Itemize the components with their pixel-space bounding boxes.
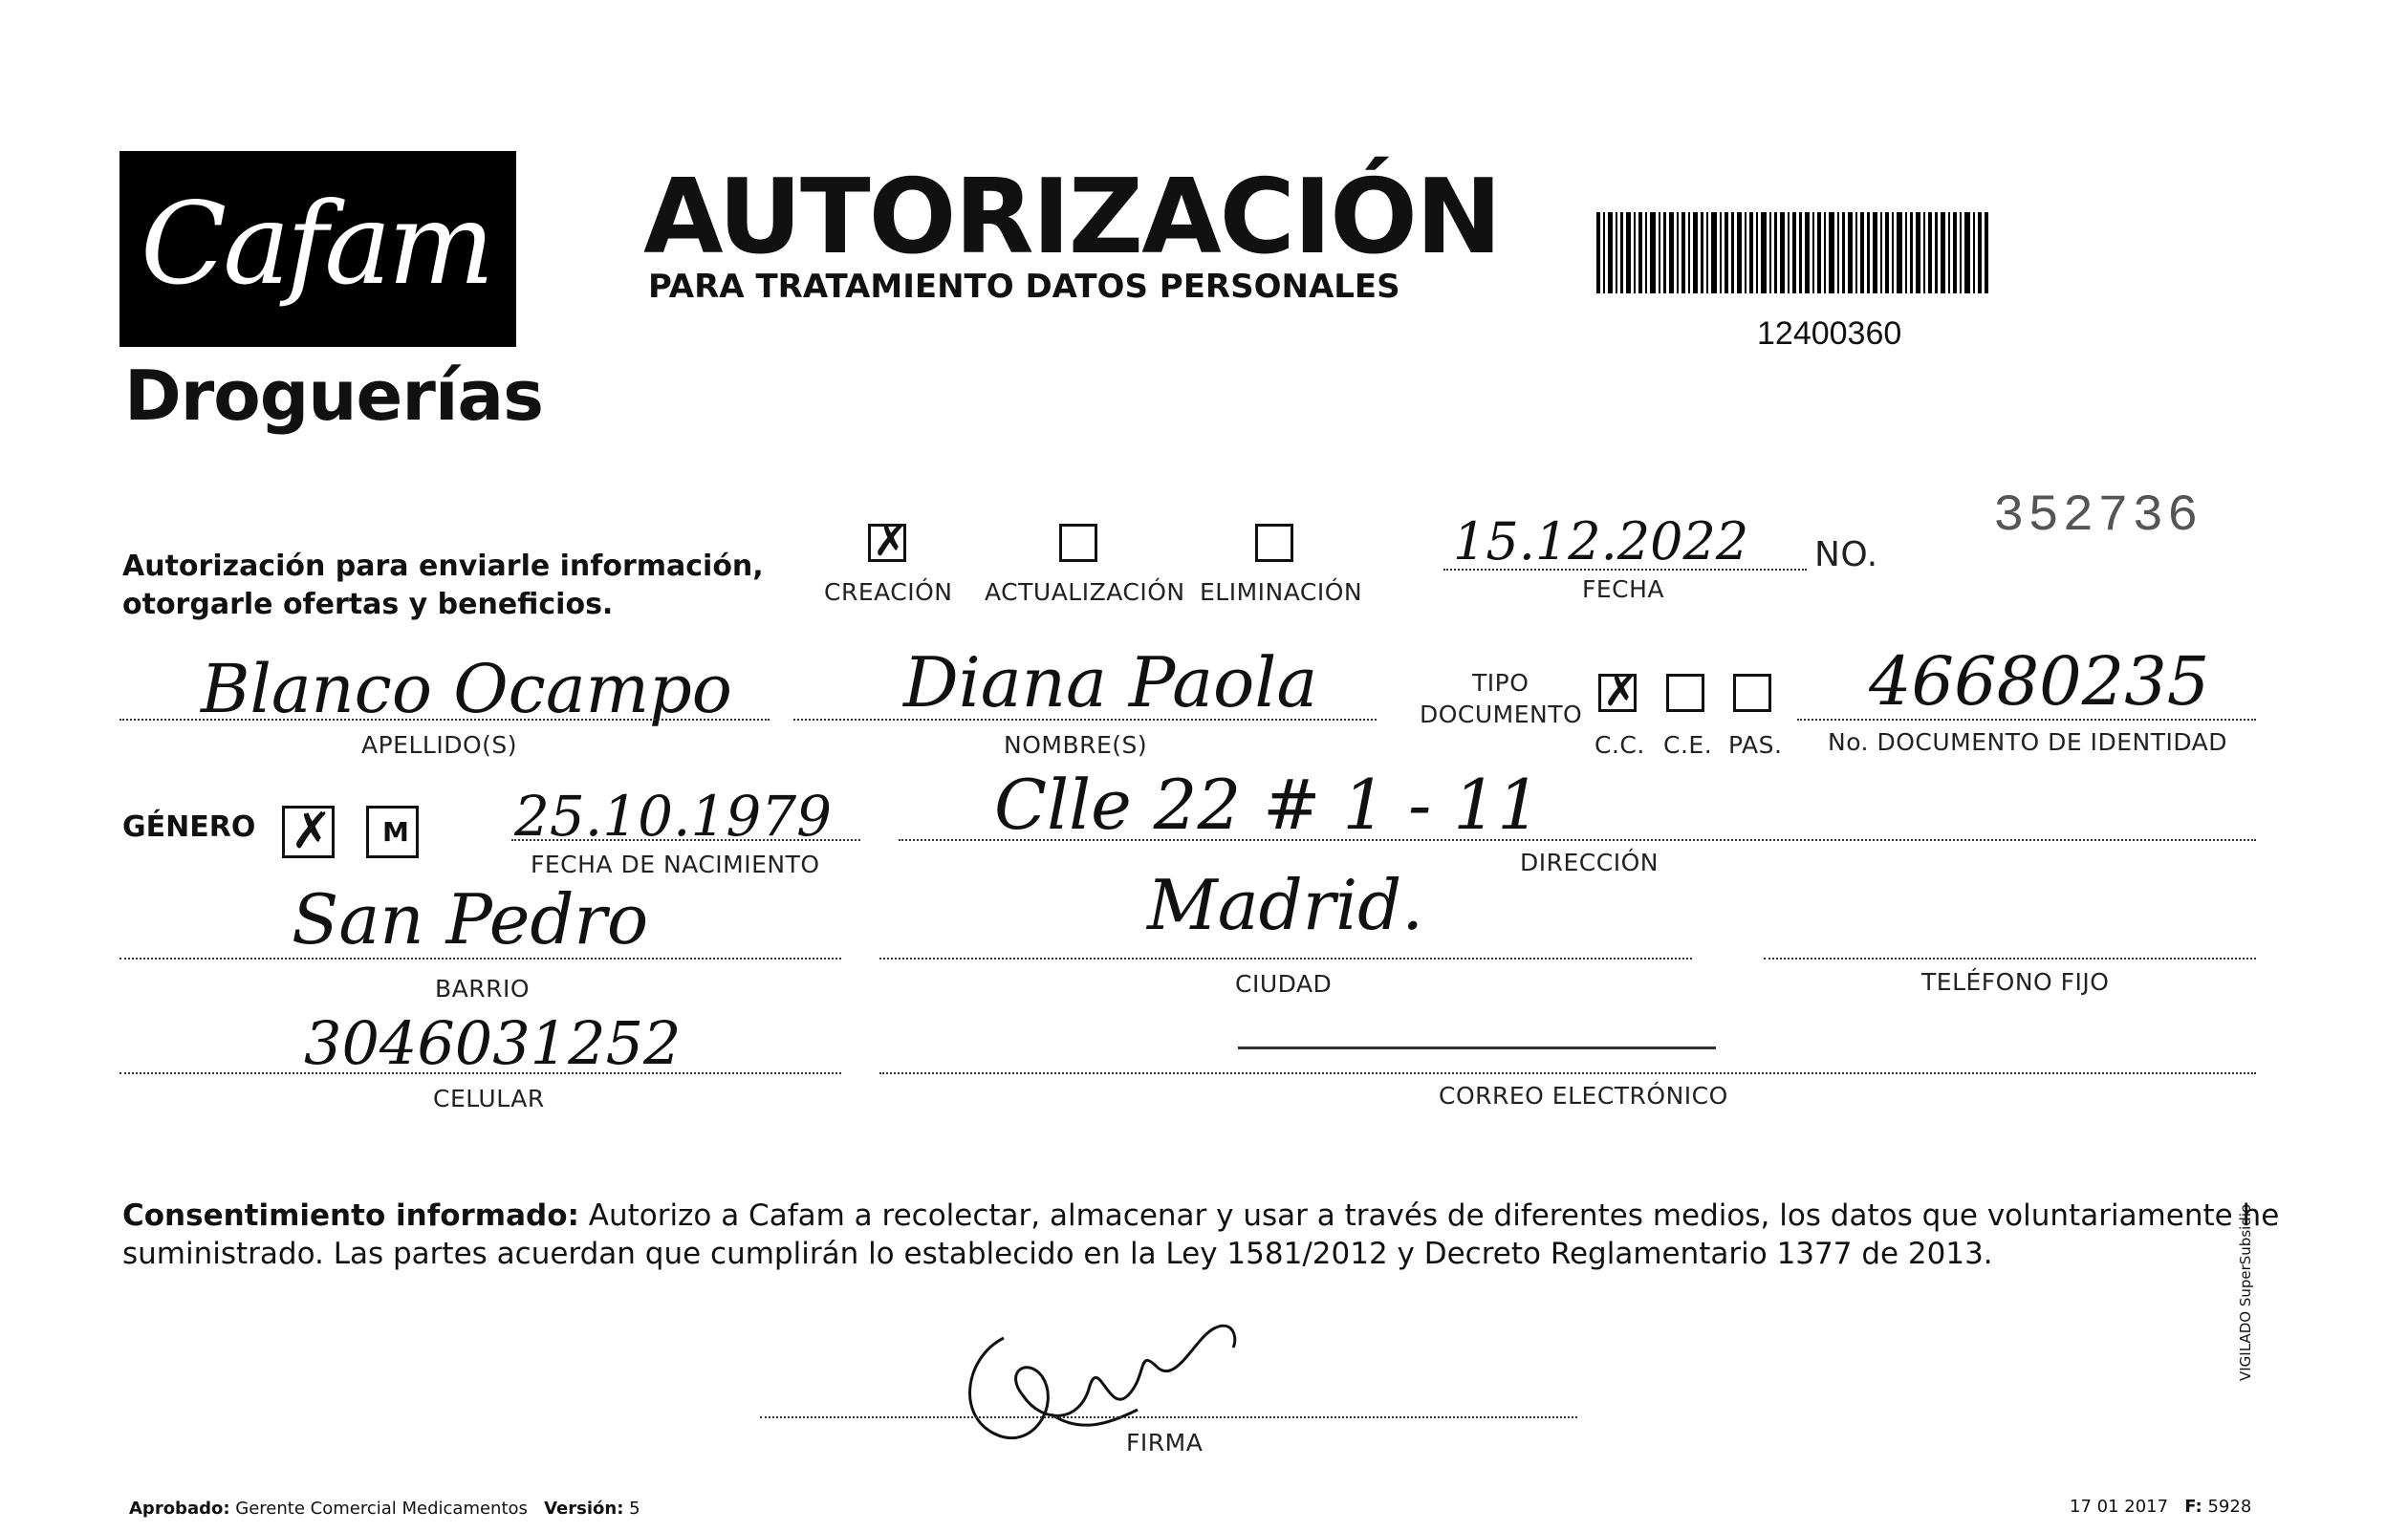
- vertical-note: VIGILADO SuperSubsidio: [2237, 1203, 2254, 1381]
- barcode: [1596, 212, 1988, 293]
- page-title: AUTORIZACIÓN: [643, 158, 1501, 277]
- approved-label: Aprobado:: [129, 1499, 230, 1519]
- consent-text-1: Autorizo a Cafam a recolectar, almacenar y usar a través de diferentes medios, los datos que voluntariamente he: [588, 1198, 2280, 1233]
- cc-checkbox[interactable]: [1598, 667, 1638, 716]
- documento-value[interactable]: 46680235: [1869, 642, 2210, 721]
- actualizacion-label: ACTUALIZACIÓN: [985, 578, 1185, 606]
- check-mark-icon: ✗: [873, 517, 908, 566]
- intro-line2: otorgarle ofertas y beneficios.: [122, 588, 614, 621]
- fecha-value[interactable]: 15.12.2022: [1453, 511, 1749, 572]
- version-label: Versión:: [544, 1499, 624, 1519]
- ce-label: C.E.: [1663, 731, 1713, 759]
- genero-label: GÉNERO: [122, 810, 256, 844]
- pas-checkbox[interactable]: [1733, 674, 1771, 712]
- actualizacion-checkbox[interactable]: [1059, 524, 1097, 562]
- fecha-label: FECHA: [1582, 575, 1665, 603]
- nombres-label: NOMBRE(S): [1004, 731, 1148, 759]
- footer-approved: [129, 1499, 640, 1519]
- barcode-number: 12400360: [1757, 315, 1902, 352]
- fecha-nacimiento-value[interactable]: 25.10.1979: [514, 784, 833, 849]
- correo-label: CORREO ELECTRÓNICO: [1439, 1082, 1728, 1110]
- telefono-fijo-label: TELÉFONO FIJO: [1921, 968, 2110, 996]
- page-subtitle: PARA TRATAMIENTO DATOS PERSONALES: [648, 268, 1400, 306]
- logo-text: Cafam: [141, 178, 491, 310]
- nombres-value[interactable]: Diana Paola: [903, 642, 1318, 723]
- firma-label: FIRMA: [1126, 1429, 1204, 1456]
- celular-value[interactable]: 3046031252: [304, 1008, 682, 1078]
- eliminacion-checkbox[interactable]: [1255, 524, 1293, 562]
- tipo-documento-label-1: TIPO: [1472, 669, 1529, 697]
- genero-f-checkbox[interactable]: [282, 803, 335, 860]
- pas-label: PAS.: [1728, 731, 1783, 759]
- eliminacion-label: ELIMINACIÓN: [1200, 578, 1363, 606]
- consent-title: Consentimiento informado:: [122, 1198, 579, 1233]
- consent-paragraph: [122, 1197, 2280, 1273]
- creacion-label: CREACIÓN: [824, 578, 953, 606]
- version-value: 5: [629, 1499, 640, 1519]
- intro-line1: Autorización para enviarle información,: [122, 550, 764, 583]
- brand-subtitle: Droguerías: [124, 356, 543, 436]
- ce-checkbox[interactable]: [1666, 674, 1704, 712]
- approved-value: Gerente Comercial Medicamentos: [235, 1499, 528, 1519]
- footer-date-value: 17 01 2017: [2070, 1497, 2169, 1517]
- check-mark-icon: ✗: [1603, 667, 1638, 716]
- consent-text-2: suministrado. Las partes acuerdan que cumplirán lo establecido en la Ley 1581/2012 y Decreto Reglamentario 1377 de 2013.: [122, 1237, 1993, 1271]
- documento-label: No. DOCUMENTO DE IDENTIDAD: [1828, 728, 2228, 756]
- ciudad-label: CIUDAD: [1235, 970, 1333, 998]
- direccion-label: DIRECCIÓN: [1520, 849, 1659, 876]
- genero-m-label: M: [382, 816, 409, 848]
- f-label: F:: [2184, 1497, 2202, 1517]
- fecha-nacimiento-label: FECHA DE NACIMIENTO: [531, 851, 820, 878]
- cafam-logo: [119, 151, 516, 347]
- form-number-label: NO.: [1814, 535, 1878, 574]
- cc-label: C.C.: [1594, 731, 1645, 759]
- direccion-value[interactable]: Clle 22 # 1 - 11: [994, 765, 1541, 845]
- signature-image: [946, 1281, 1262, 1472]
- creacion-checkbox[interactable]: [868, 517, 908, 566]
- form-number-value: 352736: [1993, 487, 2202, 546]
- celular-label: CELULAR: [433, 1085, 545, 1112]
- genero-m-checkbox[interactable]: [366, 806, 419, 858]
- barrio-value[interactable]: San Pedro: [292, 879, 649, 960]
- footer-date: [2070, 1497, 2251, 1517]
- f-value: 5928: [2207, 1497, 2252, 1517]
- tipo-documento-label-2: DOCUMENTO: [1420, 701, 1583, 728]
- apellidos-value[interactable]: Blanco Ocampo: [201, 650, 732, 728]
- apellidos-label: APELLIDO(S): [361, 731, 518, 759]
- barrio-label: BARRIO: [435, 975, 531, 1003]
- check-mark-icon: ✗: [291, 803, 333, 860]
- ciudad-value[interactable]: Madrid.: [1147, 865, 1424, 945]
